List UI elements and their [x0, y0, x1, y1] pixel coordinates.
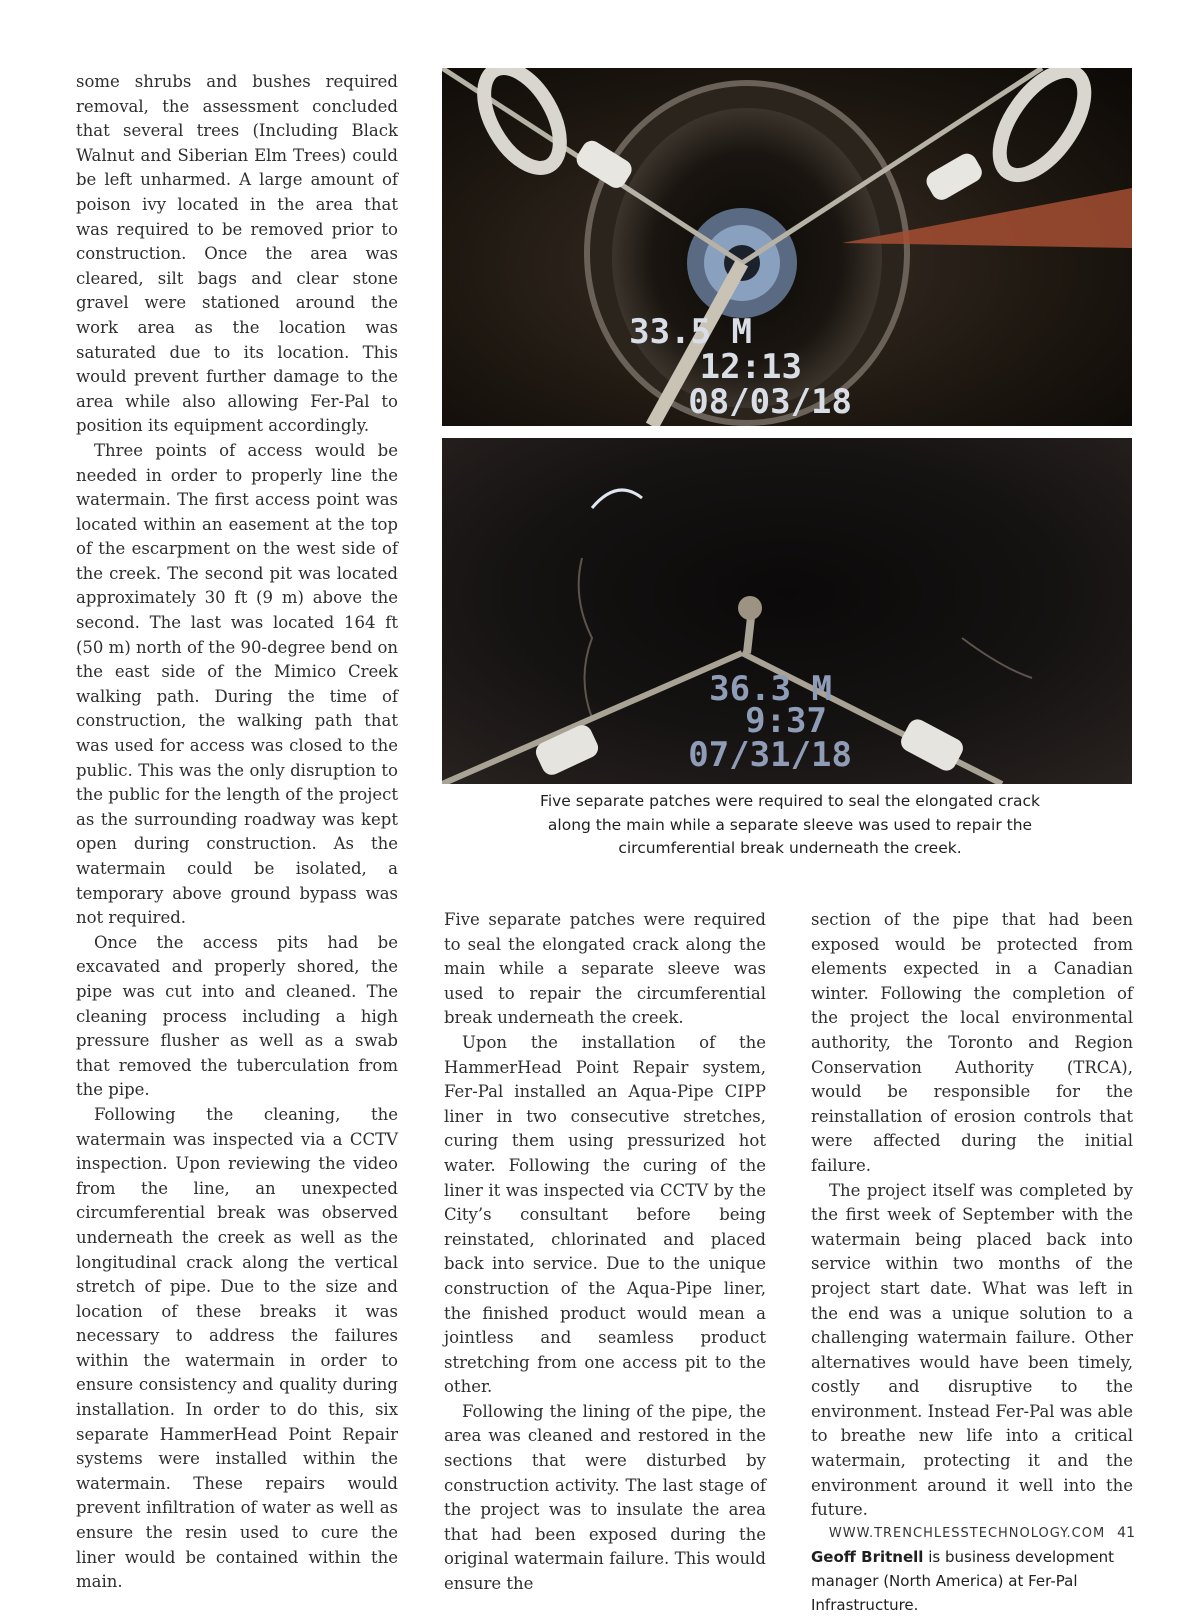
left-paragraph-2: Three points of access would be needed in order to properly line the watermain. The first access point was located within an easement at the top of the escarpment on the west side of the creek. The second pit was located approximately 30 ft (9 m) above the second. The last was located 164 ft (50 m) north of the 90-degree bend on the east side of the Mimico Creek walking path. During the time of construction, the walking path that was used for access was closed to the public. This was the only disruption to the public for the length of the project as the surrounding roadway was kept open during construction. As the watermain could be isolated, a temporary above ground bypass was not required. [76, 440, 398, 928]
middle-paragraph-2: Upon the installation of the HammerHead Point Repair system, Fer-Pal installed an Aqua-Pipe CIPP liner in two consecutive stretches, curing them using pressurized hot water. Following the curing of the liner it was inspected via CCTV by the City’s consultant before being reinstated, chlorinated and placed back into service. Due to the unique construction of the Aqua-Pipe liner, the finished product would mean a jointless and seamless product stretching from one access pit to the other. [444, 1032, 766, 1397]
osd-date-bottom: 07/31/18 [688, 735, 852, 775]
cctv-photo-top [442, 68, 1132, 426]
middle-column [444, 908, 766, 1597]
middle-paragraph-3: Following the lining of the pipe, the area was cleaned and restored in the sections that were disturbed by construction activity. The last stage of the project was to insulate the area that had been exposed during the original watermain failure. This would ensure the [444, 1401, 766, 1594]
author-name: Geoff Britnell [811, 1547, 924, 1566]
left-column [76, 70, 398, 1595]
osd-time-bottom: 9:37 [745, 701, 827, 741]
osd-distance-top: 33.5 M [629, 312, 752, 352]
osd-time-top: 12:13 [699, 347, 802, 387]
middle-paragraph-1: Five separate patches were required to seal the elongated crack along the main while a separate sleeve was used to repair the circumferential break underneath the creek. [444, 910, 766, 1028]
cctv-photo-bottom [442, 438, 1132, 784]
cctv-frame-bottom-graphic [442, 438, 1132, 784]
left-paragraph-3: Once the access pits had be excavated and properly shored, the pipe was cut into and cleaned. The cleaning process including a high pressure flusher as well as a swab that removed the tuberculation from the pipe. [76, 932, 398, 1100]
left-paragraph-1: some shrubs and bushes required removal, the assessment concluded that several trees (Including Black Walnut and Siberian Elm Trees) could be left unharmed. A large amount of poison ivy located in the area that was required to be removed prior to construction. Once the area was cleared, silt bags and clear stone gravel were stationed around the work area as the location was saturated due to its location. This would prevent further damage to the area while also allowing Fer-Pal to position its equipment accordingly. [76, 72, 398, 436]
website-url[interactable]: WWW.TRENCHLESSTECHNOLOGY.COM [828, 1526, 1106, 1541]
osd-date-top: 08/03/18 [688, 382, 852, 422]
author-description: is business development manager (North America) at Fer-Pal Infrastructure. [811, 1547, 1115, 1614]
page-footer [800, 1525, 1135, 1541]
author-bio [811, 1545, 1133, 1617]
right-paragraph-2: The project itself was completed by the first week of September with the watermain being placed back into service within two months of the project start date. What was left in the end was a unique solution to a challenging watermain failure. Other alternatives would have been timely, costly and disruptive to the environment. Instead Fer-Pal was able to breathe new life into a critical watermain, protecting it and the environment around it well into the future. [811, 1180, 1133, 1520]
osd-distance-bottom: 36.3 M [709, 669, 832, 709]
left-paragraph-4: Following the cleaning, the watermain was inspected via a CCTV inspection. Upon reviewing the video from the line, an unexpected circumferential break was observed underneath the creek as well as the longitudinal crack along the vertical stretch of pipe. Due to the size and location of these breaks it was necessary to address the failures within the watermain in order to ensure consistency and quality during installation. In order to do this, six separate HammerHead Point Repair systems were installed within the watermain. These repairs would prevent infiltration of water as well as ensure the resin used to cure the liner would be contained within the main. [76, 1104, 398, 1592]
page-number: 41 [1117, 1525, 1135, 1541]
right-column [811, 908, 1133, 1617]
right-paragraph-1: section of the pipe that had been exposed would be protected from elements expected in a Canadian winter. Following the completion of the project the local environmental authority, the Toronto and Region Conservation Authority (TRCA), would be responsible for the reinstallation of erosion controls that were affected during the initial failure. [811, 910, 1133, 1175]
figure-caption: Five separate patches were required to seal the elongated crack along the main while a separate sleeve was used to repair the circumferential break underneath the creek. [540, 792, 1040, 857]
cctv-frame-top-graphic [442, 68, 1132, 426]
